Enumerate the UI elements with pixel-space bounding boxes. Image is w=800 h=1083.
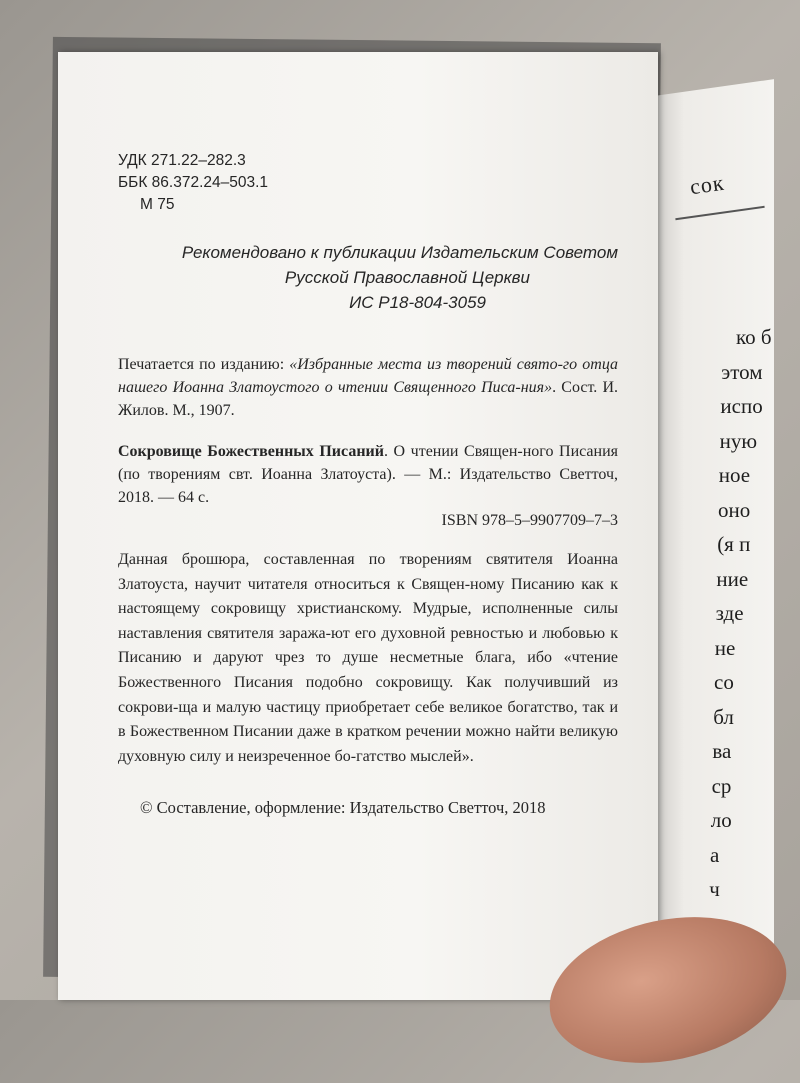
bibliographic-record [118, 440, 618, 532]
recommendation-line: Рекомендовано к публикации Издательским Советом [181, 243, 618, 262]
right-page-line: этом [721, 359, 763, 384]
isbn: ISBN 978–5–9907709–7–3 [441, 512, 618, 529]
source-edition-note [118, 353, 618, 422]
right-page-line: не [714, 635, 736, 660]
right-page-line: ва [712, 739, 732, 763]
right-page-line: ную [719, 428, 758, 453]
right-page-line: ср [711, 773, 732, 798]
right-page-line: оно [718, 497, 751, 522]
book-title: Сокровище Божественных Писаний [118, 443, 384, 460]
copyright-line: © Составление, оформление: Издательство Светточ, 2018 [140, 798, 546, 817]
right-page-line: ное [718, 463, 751, 487]
recommendation-line: ИС Р18-804-3059 [349, 293, 486, 312]
source-tail: . Сост. И. Жилов. М., 1907. [118, 379, 619, 419]
udk-code: УДК 271.22–282.3 [118, 152, 246, 169]
right-page-line: (я п [717, 532, 751, 556]
right-page-line: ко б [736, 325, 772, 349]
right-page-heading: сок [688, 169, 726, 200]
annotation: Данная брошюра, составленная по творениям святителя Иоанна Златоуста, научит читателя относиться к Священ-ному Писанию как к настоящему сокровищу христианскому. Мудрые, исполненные силы наставления святителя заража-ют его духовной ревностью и любовью к Писанию и даруют чрез то душе несметные блага, ибо «чтение Божественного Писания подобно сокровищу. Как получивший из сокрови-ща и малую частицу приобретает себе великое богатство, так и в Божественном Писании даже в кратком речении можно найти великую духовную силу и неизреченное бо-гатство мыслей». [118, 551, 618, 765]
recommendation-line: Русской Православной Церкви [284, 268, 530, 287]
right-page-line: зде [715, 601, 744, 625]
right-page-line: ние [716, 566, 749, 591]
publication-recommendation [160, 240, 618, 315]
right-page-line: ло [710, 808, 732, 832]
classification-codes [118, 150, 268, 216]
bbk-code: ББК 86.372.24–503.1 [118, 174, 269, 191]
right-page-line: ч [709, 877, 720, 901]
bibliographic-details: . О чтении Священ-ного Писания (по творениям свт. Иоанна Златоуста). — М.: Издательство Светточ, 2018. — 64 с. [118, 443, 619, 506]
right-page-line: испо [720, 394, 763, 418]
source-lead: Печатается по изданию: [118, 356, 290, 373]
right-page-line: бл [713, 704, 734, 729]
right-page-line: со [714, 670, 734, 694]
author-mark: М 75 [140, 196, 175, 213]
right-page-line: а [710, 842, 720, 867]
source-title: «Избранные места из творений свято-го отца нашего Иоанна Златоустого о чтении Священного Писа-ния» [118, 356, 619, 396]
